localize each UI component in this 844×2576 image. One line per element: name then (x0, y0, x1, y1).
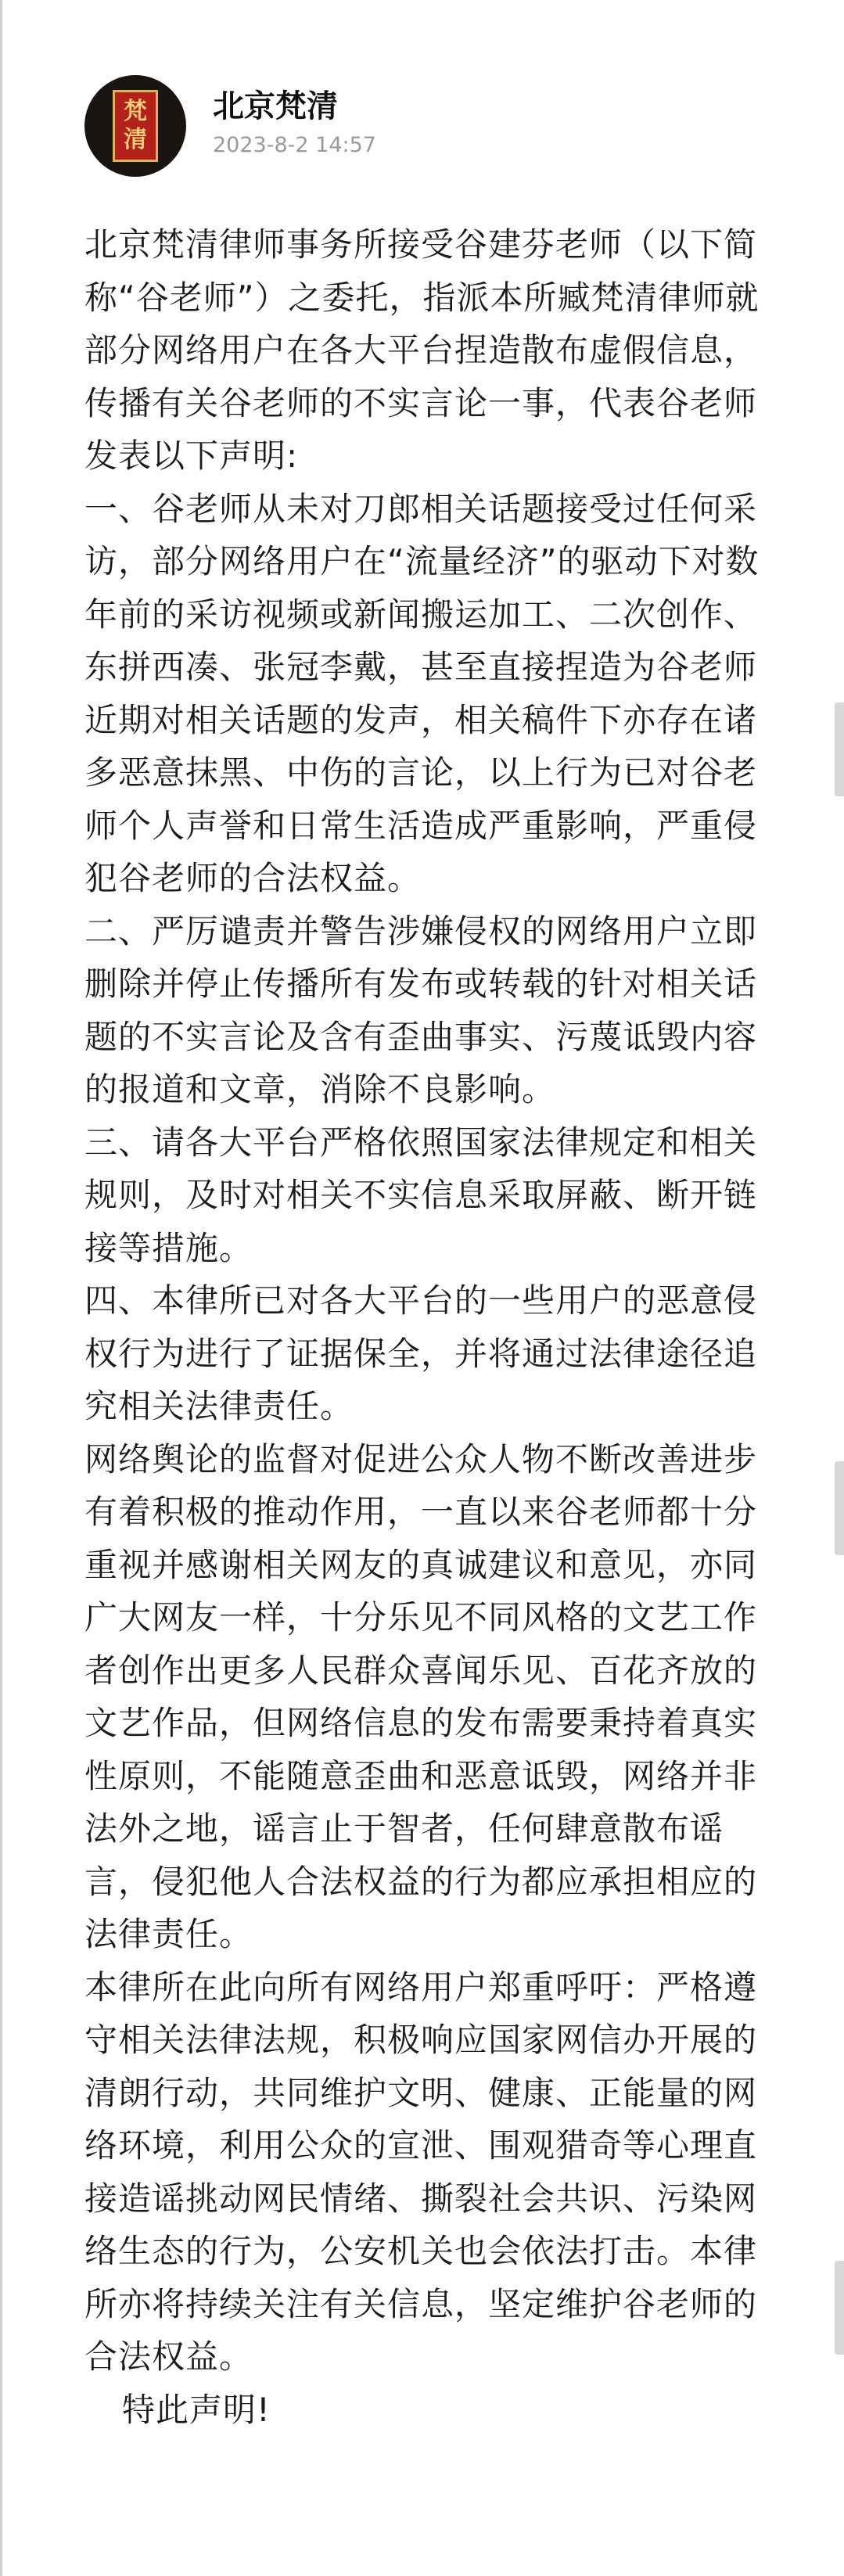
post-timestamp: 2023-8-2 14:57 (213, 133, 376, 157)
statement-point-2: 二、严厉谴责并警告涉嫌侵权的网络用户立即删除并停止传播所有发布或转载的针对相关话题的不实言论及含有歪曲事实、污蔑诋毁内容的报道和文章，消除不良影响。 (84, 911, 758, 1108)
scroll-indicator (835, 1461, 844, 1555)
scroll-indicator (835, 2261, 844, 2355)
logo-char-1: 梵 (124, 98, 147, 125)
post-header (84, 75, 788, 177)
statement-point-3: 三、请各大平台严格依照国家法律规定和相关规则，及时对相关不实信息采取屏蔽、断开链接等措施。 (84, 1123, 758, 1267)
post-body (84, 218, 781, 2436)
left-edge-divider (0, 0, 2, 2576)
statement-closing: 特此声明! (122, 2390, 271, 2429)
statement-intro: 北京梵清律师事务所接受谷建芬老师（以下简称“谷老师”）之委托，指派本所臧梵清律师就部分网络用户在各大平台捏造散布虚假信息，传播有关谷老师的不实言论一事，代表谷老师发表以下声明: (84, 225, 760, 475)
law-firm-logo-icon (113, 90, 158, 162)
statement-appeal: 本律所在此向所有网络用户郑重呼吁：严格遵守相关法律法规，积极响应国家网信办开展的清朗行动，共同维护文明、健康、正能量的网络环境，利用公众的宣泄、围观猎奇等心理直接造谣挑动网民情绪、撕裂社会共识、污染网络生态的行为，公安机关也会依法打击。本律所亦将持续关注有关信息，坚定维护谷老师的合法权益。 (84, 1967, 758, 2376)
statement-point-1: 一、谷老师从未对刀郎相关话题接受过任何采访，部分网络用户在“流量经济”的驱动下对数年前的采访视频或新闻搬运加工、二次创作、东拼西凑、张冠李戴，甚至直接捏造为谷老师近期对相关话题的发声，相关稿件下亦存在诸多恶意抹黑、中伤的言论，以上行为已对谷老师个人声誉和日常生活造成严重影响，严重侵犯谷老师的合法权益。 (84, 489, 760, 897)
author-name[interactable]: 北京梵清 (213, 88, 338, 124)
scroll-indicator (835, 702, 844, 796)
statement-point-4: 四、本律所已对各大平台的一些用户的恶意侵权行为进行了证据保全，并将通过法律途径追究相关法律责任。 (84, 1281, 758, 1425)
avatar[interactable] (84, 75, 186, 177)
statement-remarks: 网络舆论的监督对促进公众人物不断改善进步有着积极的推动作用，一直以来谷老师都十分重视并感谢相关网友的真诚建议和意见，亦同广大网友一样，十分乐见不同风格的文艺工作者创作出更多人民群众喜闻乐见、百花齐放的文艺作品，但网络信息的发布需要秉持着真实性原则，不能随意歪曲和恶意诋毁，网络并非法外之地，谣言止于智者，任何肆意散布谣言，侵犯他人合法权益的行为都应承担相应的法律责任。 (84, 1439, 758, 1953)
logo-char-2: 清 (124, 126, 147, 153)
